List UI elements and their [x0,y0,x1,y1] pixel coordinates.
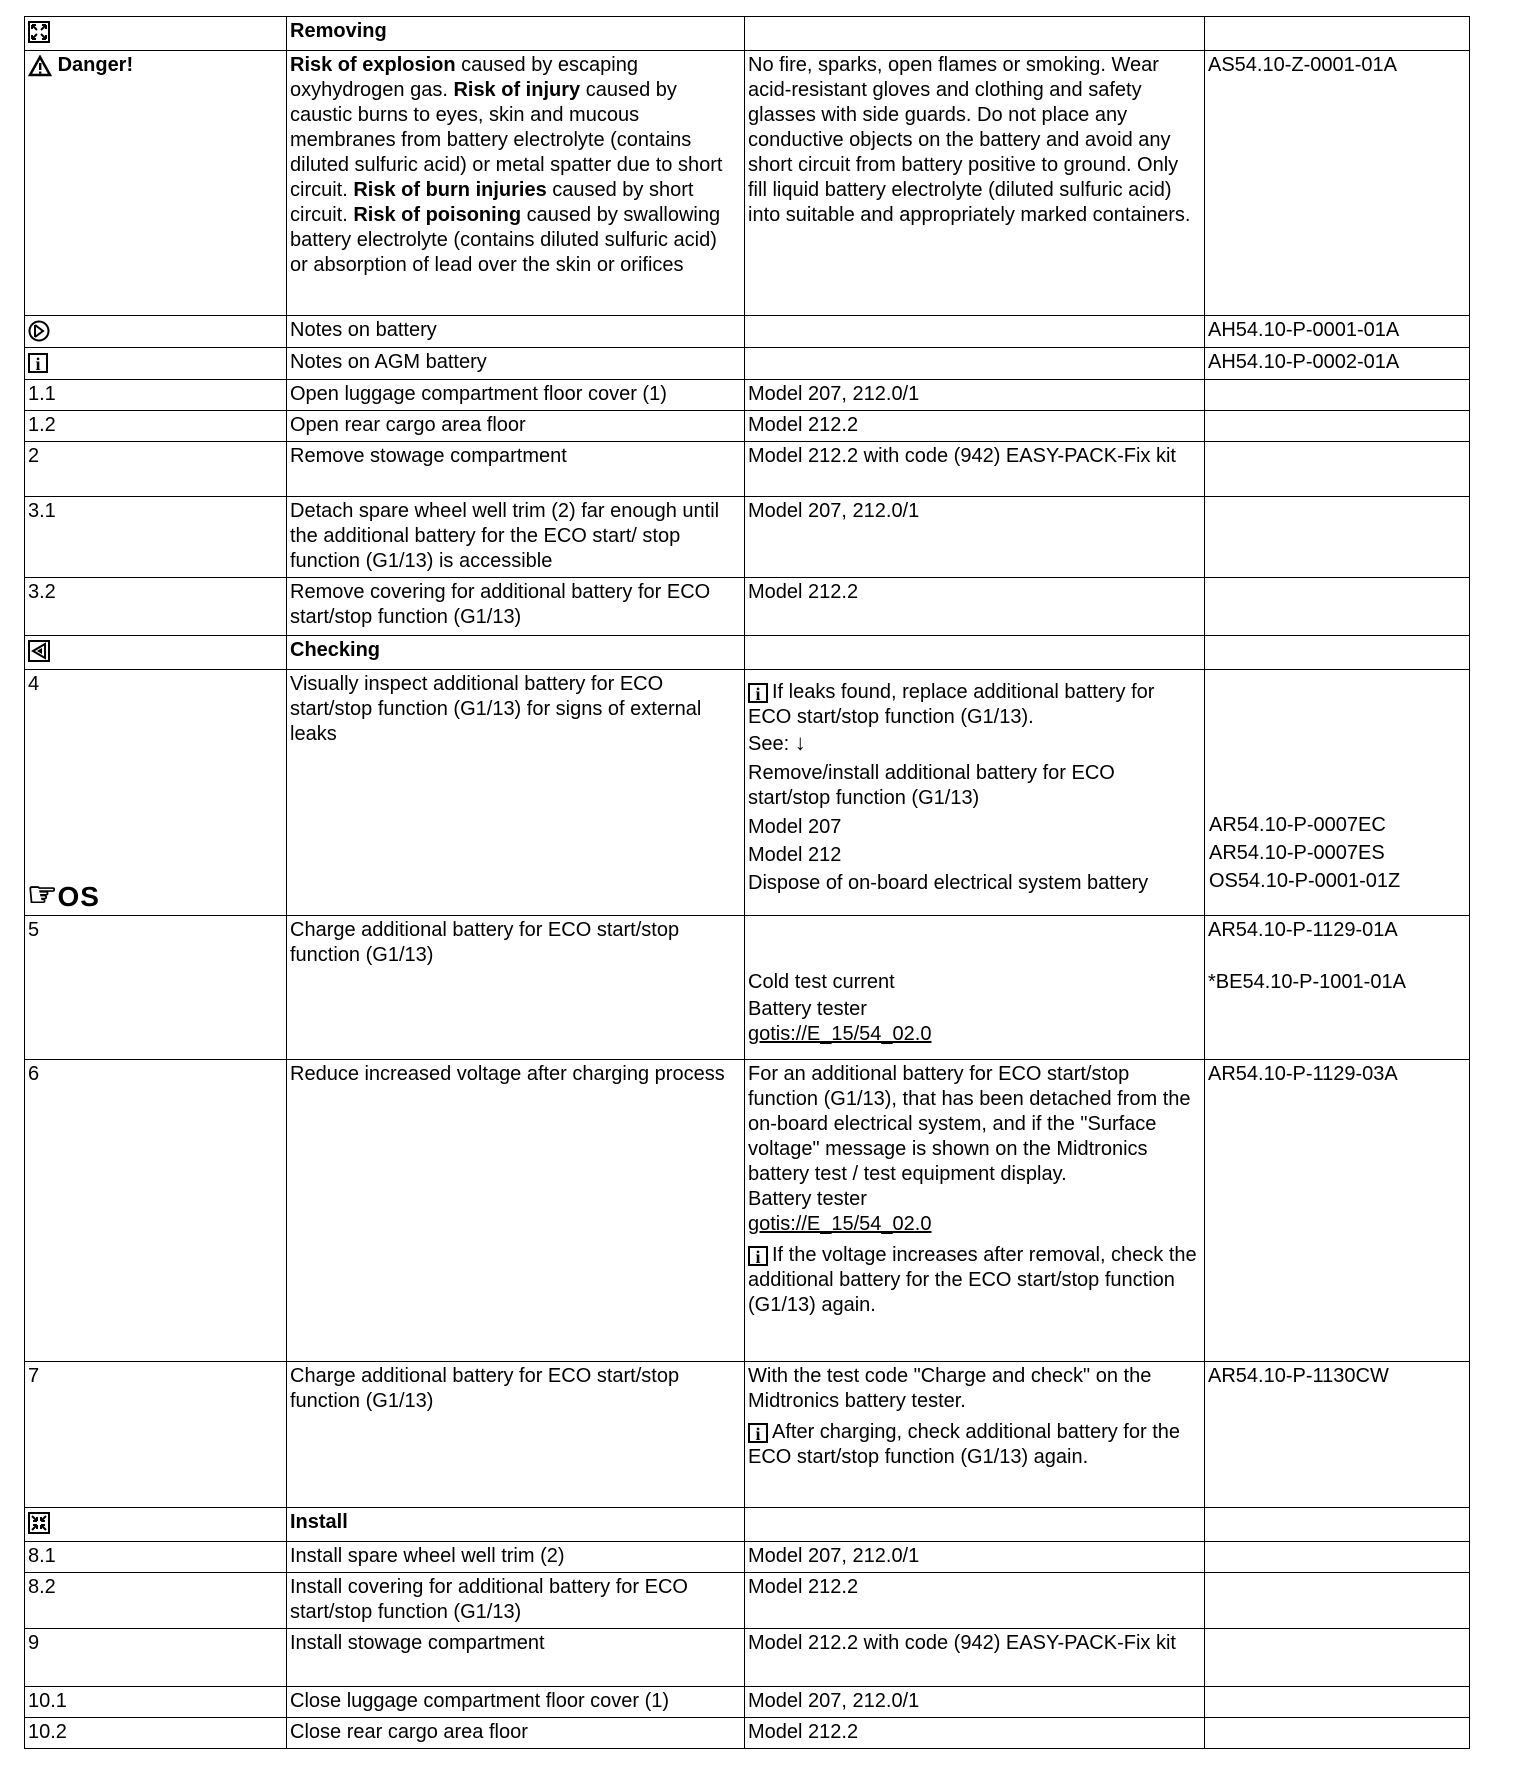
step-number: 3.1 [25,497,287,578]
info-text: If the voltage increases after removal, check the additional battery for the ECO start/stop function (G1/13) again. [748,1244,1197,1316]
section-title-install: Install [287,1508,745,1542]
step-note: Model 207, 212.0/1 [745,1542,1205,1573]
step-row [25,1687,1470,1718]
step-ref[interactable]: AR54.10-P-1129-03A [1205,1060,1470,1362]
battery-tester-label: Battery tester [748,1188,867,1210]
os-label: OS [57,881,100,912]
warning-triangle-icon [28,55,52,77]
cold-test-ref[interactable]: *BE54.10-P-1001-01A [1208,971,1406,993]
danger-ref[interactable]: AS54.10-Z-0001-01A [1205,51,1470,316]
see-label: See: [748,733,790,755]
step-number: 6 [25,1060,287,1362]
step-text: Install spare wheel well trim (2) [287,1542,745,1573]
model-212-label: Model 212 [748,844,842,866]
step-text: Reduce increased voltage after charging process [287,1060,745,1362]
step-number: 5 [25,916,287,1060]
step-text: Close rear cargo area floor [287,1718,745,1749]
info-icon: i [748,1246,768,1266]
battery-tester-label: Battery tester [748,998,867,1020]
step-row [25,1629,1470,1687]
step-note: Model 207, 212.0/1 [745,497,1205,578]
notes-agm-row [25,348,1470,380]
checking-icon [28,640,50,662]
pointing-hand-icon: ☞ [27,876,58,914]
step-number: 8.2 [25,1573,287,1629]
step-note: For an additional battery for ECO start/stop function (G1/13), that has been detached from the on-board electrical system, and if the "Surface voltage" message is shown on the Midtronics battery test / test equipment display. [748,1063,1191,1185]
step-note: Model 212.2 [745,1718,1205,1749]
model-207-ref[interactable]: AR54.10-P-0007EC [1209,814,1386,836]
step-row [25,411,1470,442]
step-row-6 [25,1060,1470,1362]
dispose-text: Dispose of on-board electrical system battery [748,872,1149,894]
step-text: Close luggage compartment floor cover (1) [287,1687,745,1718]
step-note: Model 212.2 with code (942) EASY-PACK-Fix kit [745,1629,1205,1687]
danger-row [25,51,1470,316]
notes-battery-text: Notes on battery [287,316,745,348]
model-207-label: Model 207 [748,816,842,838]
step-text: Install stowage compartment [287,1629,745,1687]
step-row-4 [25,670,1470,916]
step-number: 2 [25,442,287,497]
removing-icon [28,21,50,43]
notes-agm-ref[interactable]: AH54.10-P-0002-01A [1205,348,1470,380]
step-row [25,1718,1470,1749]
step-row [25,497,1470,578]
cross-reference-link[interactable]: Remove/install additional battery for ECO start/stop function (G1/13) [748,762,1115,809]
danger-measures: No fire, sparks, open flames or smoking. Wear acid-resistant gloves and clothing and safety glasses with side guards. Do not place any conductive objects on the battery and avoid any short circuit from battery positive to ground. Only fill liquid battery electrolyte (diluted sulfuric acid) into suitable and appropriately marked containers. [745,51,1205,316]
danger-risks: Risk of explosion caused by escaping oxyhydrogen gas. Risk of injury caused by caustic burns to eyes, skin and mucous membranes from battery electrolyte (contains diluted sulfuric acid) or metal spatter due to short circuit. Risk of burn injuries caused by short circuit. Risk of poisoning caused by swallowing battery electrolyte (contains diluted sulfuric acid) or absorption of lead over the skin or orifices [287,51,745,316]
section-title-checking: Checking [287,636,745,670]
step-number: 1.1 [25,380,287,411]
step-number: 7 [25,1362,287,1508]
info-icon: i [748,1423,768,1443]
install-icon [28,1512,50,1534]
step-note: Model 207, 212.0/1 [745,380,1205,411]
step-text: Charge additional battery for ECO start/stop function (G1/13) [287,1362,745,1508]
section-row-install [25,1508,1470,1542]
step-note: Model 212.2 [745,1573,1205,1629]
notes-agm-text: Notes on AGM battery [287,348,745,380]
step-note: Model 212.2 with code (942) EASY-PACK-Fix kit [745,442,1205,497]
model-212-ref[interactable]: AR54.10-P-0007ES [1209,842,1385,864]
notes-battery-ref[interactable]: AH54.10-P-0001-01A [1205,316,1470,348]
step-note: Model 212.2 [745,578,1205,636]
step-row-7 [25,1362,1470,1508]
dispose-marker [27,876,100,914]
step-text: Charge additional battery for ECO start/stop function (G1/13) [287,916,745,1060]
dispose-ref[interactable]: OS54.10-P-0001-01Z [1209,870,1401,892]
step-text: Visually inspect additional battery for ECO start/stop function (G1/13) for signs of external leaks [287,670,745,916]
step-text: Install covering for additional battery for ECO start/stop function (G1/13) [287,1573,745,1629]
info-text: After charging, check additional battery for the ECO start/stop function (G1/13) again. [748,1421,1181,1468]
removing-icon-cell [25,17,287,51]
step-number: 9 [25,1629,287,1687]
step-text: Detach spare wheel well trim (2) far enough until the additional battery for the ECO start/ stop function (G1/13) is accessible [287,497,745,578]
step-number: 4 [28,673,40,695]
notes-battery-row [25,316,1470,348]
gotis-link[interactable]: gotis://E_15/54_02.0 [748,1213,932,1235]
section-row-removing [25,17,1470,51]
arrow-down-icon: ↓ [794,730,806,755]
info-icon: i [28,353,48,373]
step-ref[interactable]: AR54.10-P-1130CW [1205,1362,1470,1508]
step-text: Remove covering for additional battery for ECO start/stop function (G1/13) [287,578,745,636]
cold-test-label: Cold test current [748,971,895,993]
step-ref[interactable]: AR54.10-P-1129-01A [1208,919,1398,941]
step-number: 1.2 [25,411,287,442]
step-text: Remove stowage compartment [287,442,745,497]
step-row [25,1573,1470,1629]
info-icon: i [748,683,768,703]
danger-label: Danger! [57,54,134,76]
gotis-link[interactable]: gotis://E_15/54_02.0 [748,1023,932,1045]
info-text: If leaks found, replace additional battery for ECO start/stop function (G1/13). [748,681,1155,728]
notes-arrow-icon [28,320,50,342]
section-row-checking [25,636,1470,670]
step-text: Open luggage compartment floor cover (1) [287,380,745,411]
step-note: Model 212.2 [745,411,1205,442]
step-row [25,1542,1470,1573]
step-number: 3.2 [25,578,287,636]
step-row-5 [25,916,1470,1060]
step-row [25,442,1470,497]
procedure-table [24,16,1470,1749]
step-note: Model 207, 212.0/1 [745,1687,1205,1718]
step-row [25,380,1470,411]
step-text: Open rear cargo area floor [287,411,745,442]
section-title-removing: Removing [287,17,745,51]
step-number: 8.1 [25,1542,287,1573]
step-number: 10.2 [25,1718,287,1749]
step-row [25,578,1470,636]
step-number: 10.1 [25,1687,287,1718]
step-note: With the test code "Charge and check" on the Midtronics battery tester. [748,1365,1152,1412]
